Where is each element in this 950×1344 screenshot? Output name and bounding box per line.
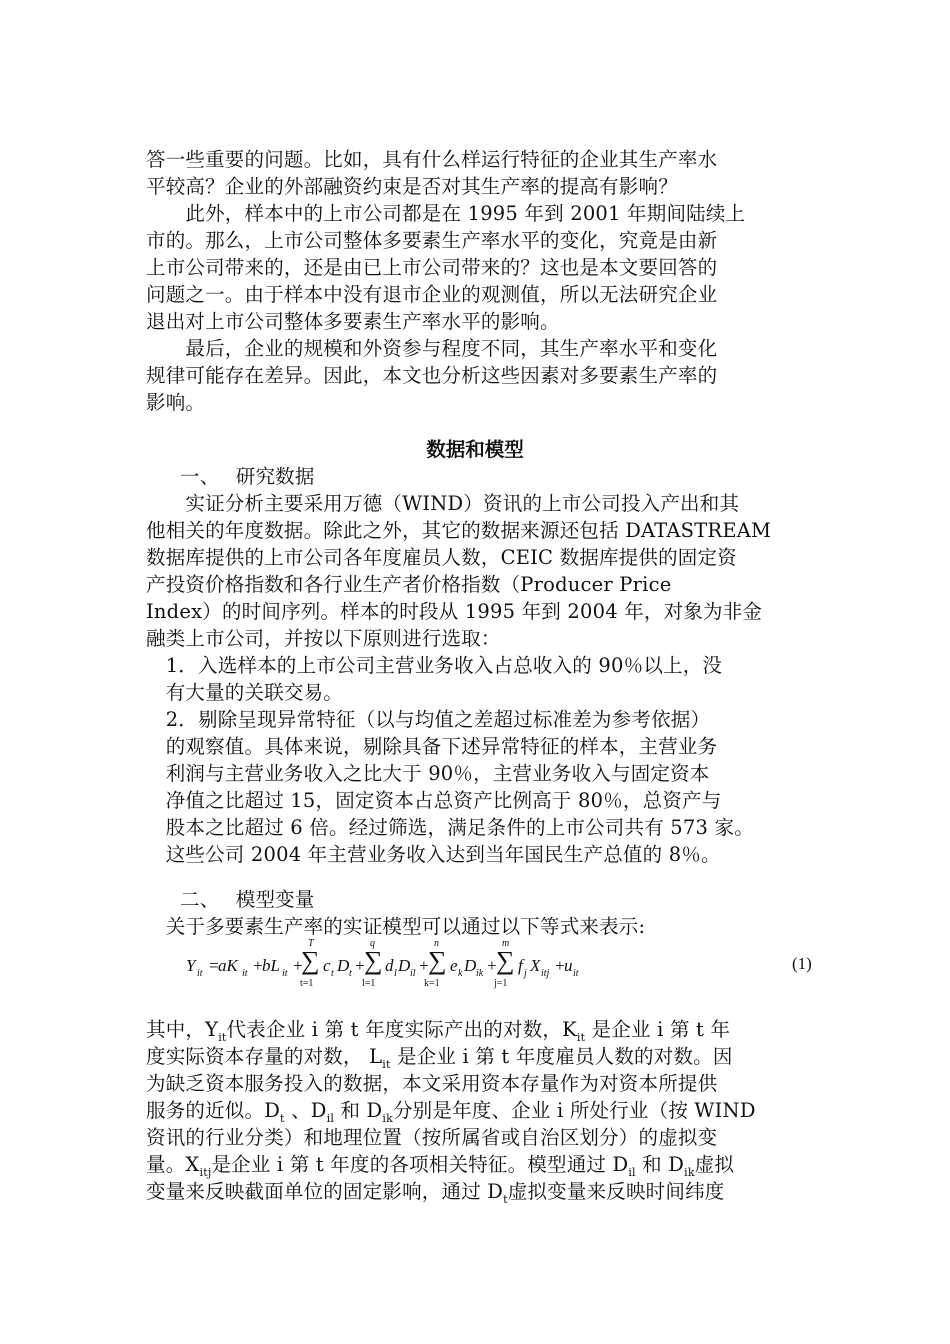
eq-term-f-sub: j (524, 968, 527, 979)
model-para-line-3: 为缺乏资本服务投入的数据，本文采用资本存量作为对资本所提供 (146, 1072, 718, 1095)
eq-plus-1: + (252, 956, 264, 975)
equation-1 (186, 938, 826, 992)
intro-line-3: 此外，样本中的上市公司都是在 1995 年到 2001 年期间陆续上 (146, 202, 746, 225)
data-line-1: 实证分析主要采用万德（WIND）资讯的上市公司投入产出和其 (146, 492, 740, 515)
eq-plus-2: + (292, 956, 304, 975)
eq-sum1-bottom: t=1 (300, 978, 314, 989)
intro-line-6: 问题之一。由于样本中没有退市企业的观测值，所以无法研究企业 (146, 283, 718, 306)
model-para-line-5: 资讯的行业分类）和地理位置（按所属省或自治区划分）的虚拟变 (146, 1126, 718, 1149)
eq-sum2-bottom: l=1 (362, 978, 376, 989)
data-line-2: 他相关的年度数据。除此之外，其它的数据来源还包括 DATASTREAM (146, 519, 772, 542)
data-line-13: 股本之比超过 6 倍。经过筛选，满足条件的上市公司共有 573 家。 (146, 816, 754, 839)
eq-term-k-sub: it (242, 968, 248, 979)
model-para-line-1: 其中，$Y_{it}$代表企业 i 第 t 年度实际产出的对数，$K_{it}$ 是企业 i 第 t 年 (146, 1018, 731, 1044)
eq-term-d: d (385, 956, 394, 975)
data-line-4: 产投资价格指数和各行业生产者价格指数（Producer Price (146, 573, 672, 596)
eq-sum3-bottom: k=1 (424, 978, 440, 989)
eq-sigma-1: ∑ (301, 946, 320, 975)
eq-plus-5: + (486, 956, 498, 975)
eq-term-c: c (323, 956, 331, 975)
eq-term-dil: D (398, 956, 411, 975)
eq-sigma-3: ∑ (428, 946, 447, 975)
data-line-6: 融类上市公司，并按以下原则进行选取： (146, 627, 501, 650)
eq-sigma-4: ∑ (496, 946, 515, 975)
eq-sum4-bottom: j=1 (494, 978, 508, 989)
equation-number: (1) (792, 954, 812, 973)
intro-line-2: 平较高？企业的外部融资约束是否对其生产率的提高有影响？ (146, 175, 678, 198)
intro-line-10: 影响。 (146, 391, 206, 414)
data-line-7: 1．入选样本的上市公司主营业务收入占总收入的 90％以上，没 (146, 654, 723, 677)
eq-term-x-sub: itj (541, 968, 550, 979)
eq-sum1-top: T (308, 938, 314, 949)
eq-term-dt-sub: t (349, 968, 352, 979)
eq-term-e-sub: k (458, 968, 463, 979)
model-heading: 二、 模型变量 (180, 888, 315, 911)
eq-term-e: e (450, 956, 458, 975)
data-line-10: 的观察值。具体来说，剔除具备下述异常特征的样本，主营业务 (146, 735, 718, 758)
model-para-line-6: 量。$X_{itj}$是企业 i 第 t 年度的各项相关特征。模型通过 $D_{il}$ 和 $D_{ik}$虚拟 (146, 1153, 735, 1179)
eq-lhs-sub: it (197, 968, 203, 979)
eq-sigma-2: ∑ (364, 946, 383, 975)
model-para-line-4: 服务的近似。$D_t$ 、$D_{il}$ 和 $D_{ik}$分别是年度、企业 i 所处行业（按 WIND (146, 1099, 756, 1125)
eq-term-d-sub: l (394, 968, 397, 979)
data-line-14: 这些公司 2004 年主营业务收入达到当年国民生产总值的 8％。 (146, 843, 721, 866)
eq-equals: = (208, 956, 220, 975)
data-line-11: 利润与主营业务收入之比大于 90％，主营业务收入与固定资本 (146, 762, 710, 785)
eq-plus-3: + (354, 956, 366, 975)
intro-line-9: 规律可能存在差异。因此，本文也分析这些因素对多要素生产率的 (146, 364, 718, 387)
eq-sum3-top: n (434, 938, 439, 949)
model-para-line-2: 度实际资本存量的对数， $L_{it}$ 是企业 i 第 t 年度雇员人数的对数。因 (146, 1045, 733, 1071)
intro-line-4: 市的。那么，上市公司整体多要素生产率水平的变化，究竟是由新 (146, 229, 718, 252)
eq-term-dik: D (464, 956, 477, 975)
model-para-line-7: 变量来反映截面单位的固定影响，通过 $D_t$虚拟变量来反映时间纬度 (146, 1180, 725, 1206)
eq-plus-6: + (554, 956, 566, 975)
eq-term-u-sub: it (573, 968, 579, 979)
data-line-8: 有大量的关联交易。 (146, 681, 344, 704)
eq-sum4-top: m (502, 938, 510, 949)
intro-line-5: 上市公司带来的，还是由已上市公司带来的？这也是本文要回答的 (146, 256, 718, 279)
intro-line-1: 答一些重要的问题。比如，具有什么样运行特征的企业其生产率水 (146, 148, 718, 171)
section-title: 数据和模型 (426, 438, 524, 461)
eq-plus-4: + (418, 956, 430, 975)
eq-term-x: X (530, 956, 541, 975)
data-line-3: 数据库提供的上市公司各年度雇员人数，CEIC 数据库提供的固定资 (146, 546, 737, 569)
data-heading: 一、 研究数据 (180, 465, 315, 488)
eq-lhs: Y (186, 956, 196, 975)
intro-line-7: 退出对上市公司整体多要素生产率水平的影响。 (146, 310, 560, 333)
eq-term-u: u (564, 956, 573, 975)
eq-term-l-sub: it (282, 968, 288, 979)
eq-term-dil-sub: il (410, 968, 416, 979)
eq-term-f: f (518, 956, 523, 975)
data-line-12: 净值之比超过 15，固定资本占总资产比例高于 80％，总资产与 (146, 789, 722, 812)
eq-term-k: aK (218, 956, 238, 975)
eq-term-l: bL (262, 956, 280, 975)
intro-line-8: 最后，企业的规模和外资参与程度不同，其生产率水平和变化 (146, 337, 718, 360)
data-line-9: 2．剔除呈现异常特征（以与均值之差超过标准差为参考依据） (146, 708, 711, 731)
eq-term-c-sub: t (331, 968, 334, 979)
eq-sum2-top: q (370, 938, 375, 949)
eq-term-dt: D (337, 956, 350, 975)
eq-term-dik-sub: ik (476, 968, 484, 979)
model-intro: 关于多要素生产率的实证模型可以通过以下等式来表示: (146, 915, 646, 938)
data-line-5: Index）的时间序列。样本的时段从 1995 年到 2004 年，对象为非金 (146, 600, 763, 623)
